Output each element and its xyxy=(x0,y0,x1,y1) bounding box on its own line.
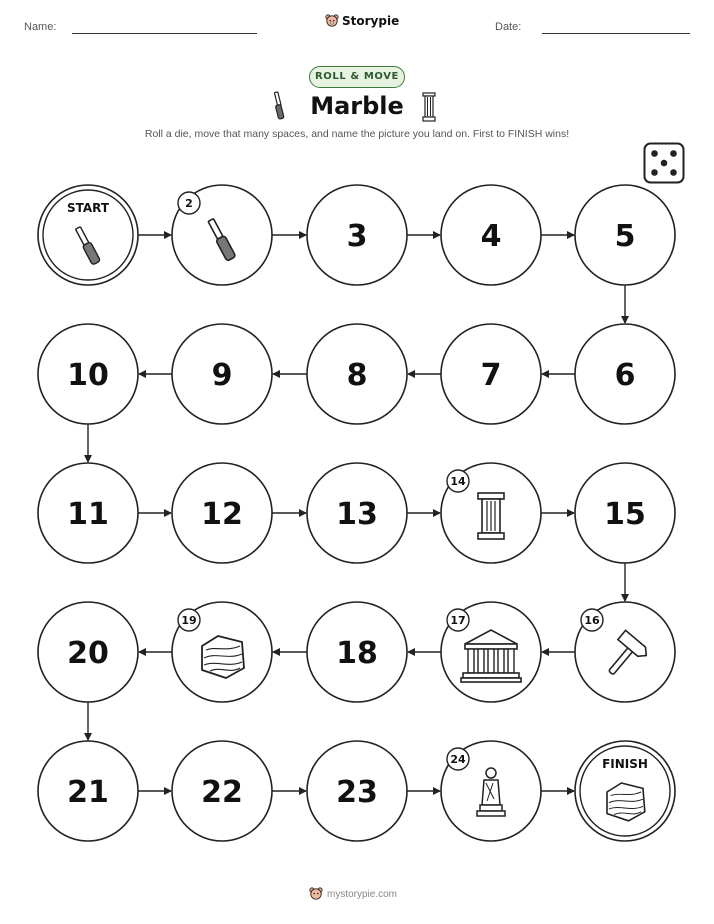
footer-url[interactable]: mystorypie.com xyxy=(327,888,398,900)
name-label: Name: xyxy=(24,21,57,33)
board-space[interactable] xyxy=(575,324,675,424)
board-space[interactable] xyxy=(441,185,541,285)
space-number: 5 xyxy=(614,219,636,254)
date-label: Date: xyxy=(495,21,522,33)
marble-block-icon xyxy=(607,783,645,821)
marble-block-icon xyxy=(202,636,244,678)
finish-space[interactable] xyxy=(575,741,675,841)
space-circle xyxy=(38,185,138,285)
instructions: Roll a die, move that many spaces, and name the picture you land on. First to FINISH wins! xyxy=(144,128,570,140)
space-number: 3 xyxy=(346,219,368,254)
brand-name: Storypie xyxy=(342,14,400,28)
space-number: 24 xyxy=(450,753,466,766)
board-space[interactable] xyxy=(172,602,272,702)
bear-mascot-icon xyxy=(309,886,323,902)
column-icon xyxy=(478,493,504,539)
space-number: 23 xyxy=(336,775,378,810)
board-space[interactable] xyxy=(441,741,541,841)
space-number: 17 xyxy=(450,614,466,627)
game-title: Marble xyxy=(310,92,404,120)
space-label: START xyxy=(66,201,110,215)
board-space[interactable] xyxy=(307,324,407,424)
space-number: 12 xyxy=(201,497,243,532)
space-number: 18 xyxy=(336,636,378,671)
space-label: FINISH xyxy=(602,757,648,771)
space-number: 20 xyxy=(67,636,109,671)
board-space[interactable] xyxy=(307,602,407,702)
space-number: 8 xyxy=(346,358,368,393)
space-number: 14 xyxy=(450,475,466,488)
space-number: 19 xyxy=(181,614,197,627)
board-space[interactable] xyxy=(307,185,407,285)
space-number: 16 xyxy=(584,614,600,627)
board-space[interactable] xyxy=(172,463,272,563)
space-number: 11 xyxy=(67,497,109,532)
board-space[interactable] xyxy=(441,602,541,702)
space-number: 7 xyxy=(480,358,502,393)
board-space[interactable] xyxy=(575,185,675,285)
footer xyxy=(309,886,397,902)
board-space[interactable] xyxy=(38,602,138,702)
space-number: 13 xyxy=(336,497,378,532)
board-space[interactable] xyxy=(172,324,272,424)
space-number: 4 xyxy=(480,219,502,254)
space-number: 9 xyxy=(211,358,233,393)
space-number: 10 xyxy=(67,358,109,393)
space-number: 6 xyxy=(614,358,636,393)
board-space[interactable] xyxy=(575,602,675,702)
game-type-badge: ROLL & MOVE xyxy=(309,66,405,88)
board-space[interactable] xyxy=(38,741,138,841)
board-space[interactable] xyxy=(441,324,541,424)
board-space[interactable] xyxy=(307,741,407,841)
space-number: 22 xyxy=(201,775,243,810)
board-space[interactable] xyxy=(575,463,675,563)
board-space[interactable] xyxy=(307,463,407,563)
start-space[interactable] xyxy=(38,185,138,285)
space-number: 15 xyxy=(604,497,646,532)
board-space[interactable] xyxy=(441,463,541,563)
board-space[interactable] xyxy=(172,185,272,285)
board-space[interactable] xyxy=(38,324,138,424)
board-space[interactable] xyxy=(38,463,138,563)
space-number: 21 xyxy=(67,775,109,810)
space-number: 2 xyxy=(185,197,193,210)
board-space[interactable] xyxy=(172,741,272,841)
